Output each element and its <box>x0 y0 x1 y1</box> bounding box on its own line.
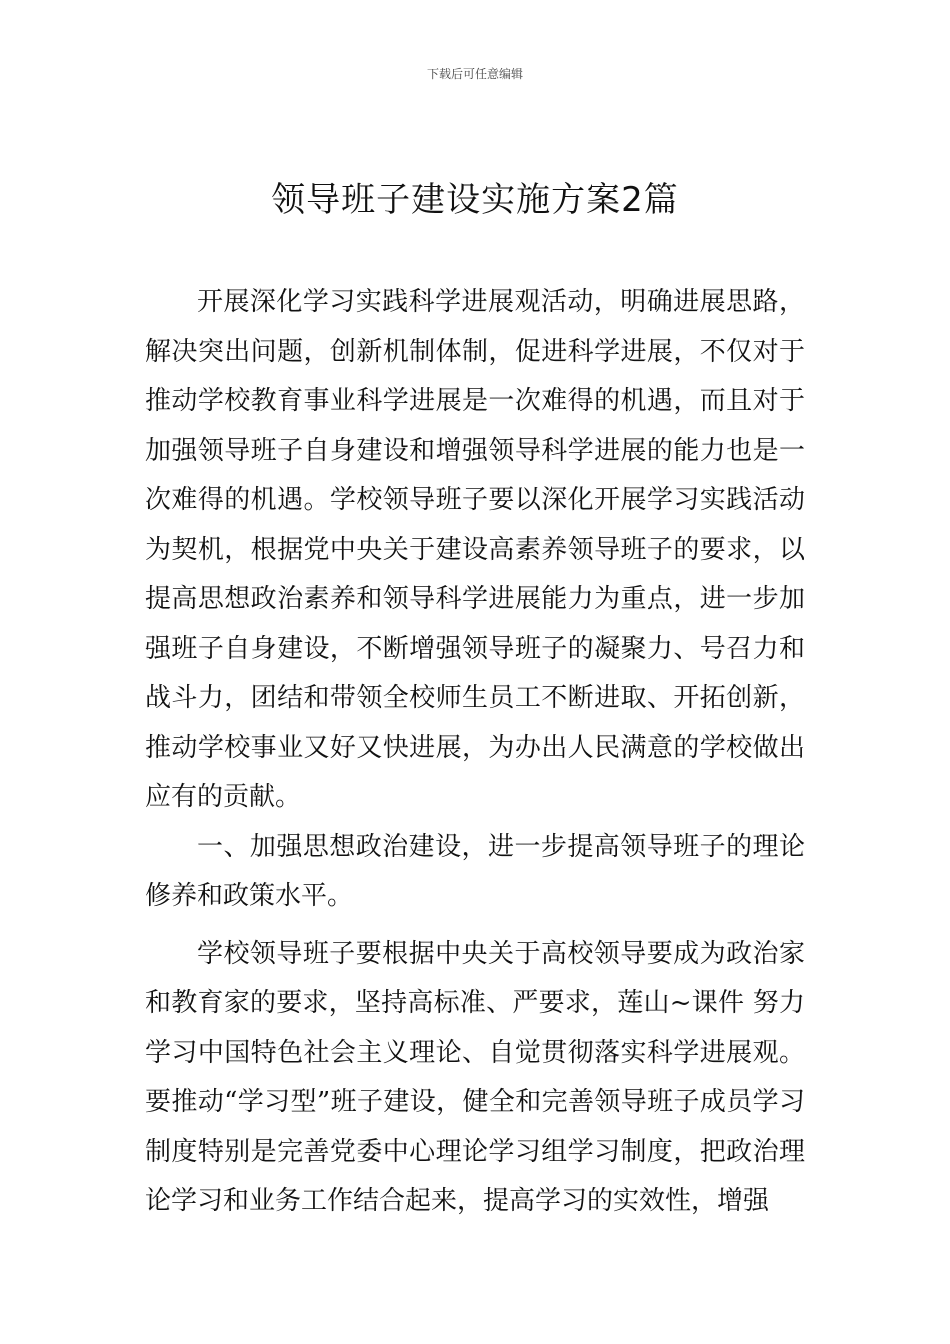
paragraph-section-body: 学校领导班子要根据中央关于高校领导要成为政治家和教育家的要求，坚持高标准、严要求，莲山~课件 努力学习中国特色社会主义理论、自觉贯彻落实科学进展观。要推动“学习型”班子建设，健全和完善领导班子成员学习制度特别是完善党委中心理论学习组学习制度，把政治理论学习和业务工作结合起来，提高学习的实效性，增强 <box>145 938 805 1216</box>
paragraph-intro: 开展深化学习实践科学进展观活动，明确进展思路，解决突出问题，创新机制体制，促进科学进展，不仅对于推动学校教育事业科学进展是一次难得的机遇，而且对于加强领导班子自身建设和增强领导科学进展的能力也是一次难得的机遇。学校领导班子要以深化开展学习实践活动为契机，根据党中央关于建设高素养领导班子的要求，以提高思想政治素养和领导科学进展能力为重点，进一步加强班子自身建设，不断增强领导班子的凝聚力、号召力和战斗力，团结和带领全校师生员工不断进取、开拓创新，推动学校事业又好又快进展，为办出人民满意的学校做出应有的贡献。 <box>145 287 805 812</box>
document-title: 领导班子建设实施方案2篇 <box>271 180 679 220</box>
paragraph-section-heading: 一、加强思想政治建设，进一步提高领导班子的理论修养和政策水平。 <box>145 831 805 911</box>
header-note: 下载后可任意编辑 <box>426 67 523 81</box>
document-body <box>145 278 805 1227</box>
